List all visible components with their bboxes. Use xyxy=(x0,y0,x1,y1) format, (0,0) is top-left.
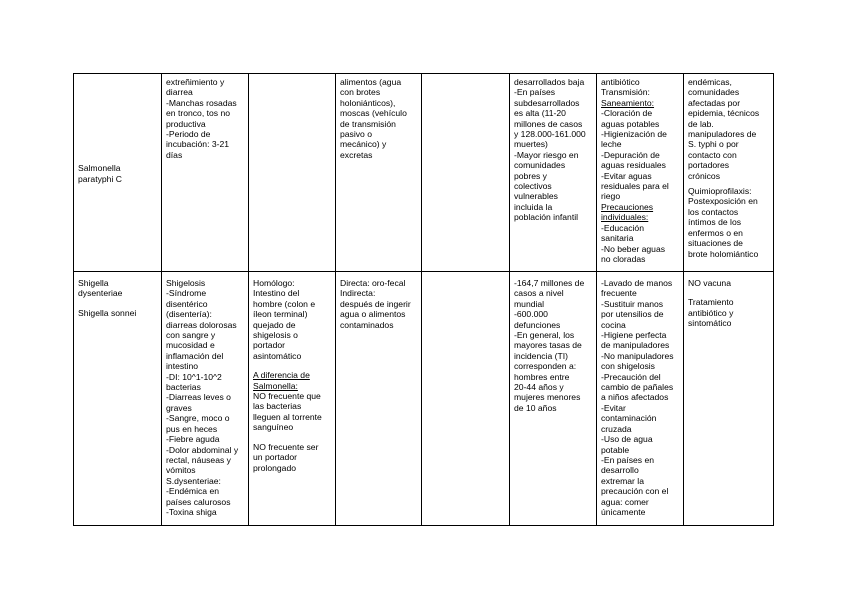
text-line: mundial xyxy=(514,298,545,309)
text-line: epidemia, técnicos xyxy=(688,108,760,119)
text-line: -Síndrome xyxy=(166,288,207,299)
text-line: antibiótico y xyxy=(688,307,734,318)
text-line: diarrea xyxy=(166,87,193,98)
text-line: residuales para el xyxy=(601,181,669,192)
text-line: portadores xyxy=(688,160,730,171)
text-line: -Mayor riesgo en xyxy=(514,149,579,160)
organism-name xyxy=(78,163,158,184)
text-line: -No manipuladores xyxy=(601,350,674,361)
text-line: un portador xyxy=(253,452,297,463)
text-line: prolongado xyxy=(253,462,297,473)
text-line: muertes) xyxy=(514,139,548,150)
text-line: afectadas por xyxy=(688,97,741,108)
text-line: disentérico xyxy=(166,298,208,309)
text-line: pobres y xyxy=(514,170,547,181)
text-line: aguas residuales xyxy=(601,160,666,171)
clinical-text xyxy=(166,77,245,160)
text-line: vulnerables xyxy=(514,191,558,202)
text-line: incluida la xyxy=(514,201,553,212)
text-line: hombre (colon e xyxy=(253,298,316,309)
prevention-text-b xyxy=(601,108,680,202)
text-line: subdesarrollados xyxy=(514,97,580,108)
prevention-cell xyxy=(597,272,684,526)
table-row-salmonella xyxy=(74,74,774,272)
reservoir-cell xyxy=(249,74,336,272)
text-line: hombres entre xyxy=(514,371,570,382)
diferencia-heading xyxy=(253,370,332,391)
text-line: -Manchas rosadas xyxy=(166,97,237,108)
text-line: mujeres menores xyxy=(514,392,581,403)
text-line: S.dysenteriae: xyxy=(166,475,221,486)
transmission-text xyxy=(340,77,418,160)
vaccine-text: NO vacuna xyxy=(688,278,731,288)
text-line: incidencia (TI) xyxy=(514,350,568,361)
text-line: -Cloración de xyxy=(601,108,653,119)
text-line: productiva xyxy=(166,118,206,129)
transmission-text xyxy=(340,278,418,330)
text-line: después de ingerir xyxy=(340,298,411,309)
transmission-cell xyxy=(336,272,422,526)
text-line: -Higienización de xyxy=(601,129,667,140)
text-line: situaciones de xyxy=(688,238,743,249)
text-line: riego xyxy=(601,191,621,202)
text-line: comunidades xyxy=(688,87,740,98)
text-line: -Precaución del xyxy=(601,371,661,382)
text-line: Tratamiento xyxy=(688,297,734,308)
text-line: colectivos xyxy=(514,181,552,192)
text-line: -164,7 millones de xyxy=(514,278,585,288)
reservoir-text-b xyxy=(253,391,332,433)
text-line: NO frecuente que xyxy=(253,391,321,402)
text-line: -Higiene perfecta xyxy=(601,330,667,341)
clinical-cell xyxy=(162,74,249,272)
text-line: lleguen al torrente xyxy=(253,411,322,422)
text-line: pasivo o xyxy=(340,129,373,140)
text-line: Transmisión: xyxy=(601,87,650,98)
text-line: población infantil xyxy=(514,212,579,223)
prevention-text xyxy=(601,278,680,517)
text-line: antibiótico xyxy=(601,77,640,87)
text-line: -Dolor abdominal y xyxy=(166,444,239,455)
text-line: contaminados xyxy=(340,319,394,330)
text-line: crónicos xyxy=(688,170,720,181)
epidemiology-cell xyxy=(510,74,597,272)
text-line: los contactos xyxy=(688,206,739,217)
text-line: sanguíneo xyxy=(253,422,294,433)
text-line: -DI: 10^1-10^2 xyxy=(166,371,222,382)
text-line: -600.000 xyxy=(514,309,548,320)
clinical-cell xyxy=(162,272,249,526)
text-line: días xyxy=(166,149,183,160)
prevention-text-a xyxy=(601,77,680,98)
text-line: -Educación xyxy=(601,222,644,233)
text-line: excretas xyxy=(340,149,373,160)
text-line: bacterias xyxy=(166,382,201,393)
text-line: incubación: 3-21 xyxy=(166,139,230,150)
text-line: -Endémica en xyxy=(166,486,220,497)
text-line: mayores tasas de xyxy=(514,340,582,351)
text-line: contacto con xyxy=(688,149,737,160)
text-line: de manipuladores xyxy=(601,340,670,351)
reservoir-text-c xyxy=(253,442,332,473)
text-line: leche xyxy=(601,139,622,150)
organism-name xyxy=(78,278,158,299)
control-cell xyxy=(684,74,774,272)
text-line: corresponden a: xyxy=(514,361,577,372)
text-line: casos a nivel xyxy=(514,288,564,299)
text-line: -Fiebre aguda xyxy=(166,434,220,445)
text-line: cocina xyxy=(601,319,626,330)
epidemiology-cell xyxy=(510,272,597,526)
text-line: mecánico) y xyxy=(340,139,387,150)
text-line: sintomático xyxy=(688,318,732,329)
text-line: -Sustituir manos xyxy=(601,298,664,309)
text-line: vómitos xyxy=(166,465,196,476)
text-line: agua o alimentos xyxy=(340,309,406,320)
text-line: Homólogo: xyxy=(253,278,295,288)
text-line: asintomático xyxy=(253,350,302,361)
text-line: Shigelosis xyxy=(166,278,206,288)
text-line: Salmonella xyxy=(78,163,121,174)
text-line: -Depuración de xyxy=(601,149,660,160)
text-line: S. typhi o por xyxy=(688,139,739,150)
text-line: sanitaria xyxy=(601,233,634,244)
text-line: enfermos o en xyxy=(688,227,743,238)
document-table xyxy=(73,73,774,526)
text-line: -Evitar aguas xyxy=(601,170,652,181)
text-line: no cloradas xyxy=(601,253,646,264)
text-line: en tronco, tos no xyxy=(166,108,231,119)
text-line: a niños afectados xyxy=(601,392,669,403)
text-line: extreñimiento y xyxy=(166,77,225,87)
text-line: -Sangre, moco o xyxy=(166,413,230,424)
text-line: Salmonella: xyxy=(253,380,298,391)
text-line: endémicas, xyxy=(688,77,732,87)
text-line: Indirecta: xyxy=(340,288,376,299)
text-line: NO frecuente ser xyxy=(253,441,319,452)
precauciones-heading xyxy=(601,202,680,223)
text-line: Directa: oro-fecal xyxy=(340,278,406,288)
text-line: con brotes xyxy=(340,87,381,98)
text-line: desarrollo xyxy=(601,465,639,476)
saneamiento-heading: Saneamiento: xyxy=(601,97,655,108)
empty-cell xyxy=(422,272,510,526)
text-line: moscas (vehículo xyxy=(340,108,407,119)
text-line: intestino xyxy=(166,361,199,372)
text-line: Shigella xyxy=(78,278,109,288)
text-line: -En países en xyxy=(601,454,655,465)
text-line: de lab. xyxy=(688,118,714,129)
text-line: millones de casos xyxy=(514,118,583,129)
text-line: -Lavado de manos xyxy=(601,278,673,288)
treatment-text xyxy=(688,297,770,328)
empty-cell xyxy=(422,74,510,272)
control-text-b xyxy=(688,186,770,259)
text-line: shigelosis o xyxy=(253,330,298,341)
text-line: agua: comer xyxy=(601,496,649,507)
organism-cell xyxy=(74,272,162,526)
organism-cell xyxy=(74,74,162,272)
text-line: de 10 años xyxy=(514,402,557,413)
text-line: pus en heces xyxy=(166,423,218,434)
text-line: manipuladores de xyxy=(688,129,757,140)
text-line: con shigelosis xyxy=(601,361,655,372)
text-line: alimentos (agua xyxy=(340,77,402,87)
organism-name-2: Shigella sonnei xyxy=(78,307,137,318)
prevention-cell xyxy=(597,74,684,272)
text-line: desarrollados baja xyxy=(514,77,585,87)
text-line: defunciones xyxy=(514,319,561,330)
text-line: inflamación del xyxy=(166,350,224,361)
text-line: cruzada xyxy=(601,423,632,434)
text-line: cambio de pañales xyxy=(601,382,674,393)
text-line: mucosidad e xyxy=(166,340,215,351)
text-line: países calurosos xyxy=(166,496,231,507)
text-line: portador xyxy=(253,340,286,351)
text-line: extremar la xyxy=(601,475,644,486)
text-line: A diferencia de xyxy=(253,370,310,381)
text-line: 20-44 años y xyxy=(514,382,564,393)
text-line: brote holomiántico xyxy=(688,248,759,259)
clinical-text xyxy=(166,278,245,517)
text-line: -No beber aguas xyxy=(601,243,666,254)
text-line: diarreas dolorosas xyxy=(166,319,237,330)
text-line: aguas potables xyxy=(601,118,660,129)
text-line: rectal, náuseas y xyxy=(166,454,231,465)
text-line: comunidades xyxy=(514,160,566,171)
text-line: -Periodo de xyxy=(166,129,211,140)
text-line: las bacterias xyxy=(253,401,302,412)
text-line: y 128.000-161.000 xyxy=(514,129,586,140)
text-line: frecuente xyxy=(601,288,637,299)
control-text-a xyxy=(688,77,770,181)
text-line: (disentería): xyxy=(166,309,212,320)
text-line: íntimos de los xyxy=(688,217,742,228)
text-line: -En general, los xyxy=(514,330,575,341)
text-line: dysenteriae xyxy=(78,288,123,299)
transmission-cell xyxy=(336,74,422,272)
reservoir-text-a xyxy=(253,278,332,361)
text-line: íleon terminal) xyxy=(253,309,308,320)
text-line: únicamente xyxy=(601,506,646,517)
text-line: con sangre y xyxy=(166,330,216,341)
text-line: Postexposición en xyxy=(688,196,758,207)
text-line: es alta (11-20 xyxy=(514,108,566,119)
text-line: paratyphi C xyxy=(78,173,122,184)
prevention-text-c xyxy=(601,223,680,265)
text-line: holoniánticos), xyxy=(340,97,396,108)
text-line: Precauciones xyxy=(601,201,654,212)
text-line: Quimioprofilaxis: xyxy=(688,186,752,197)
text-line: graves xyxy=(166,402,192,413)
text-line: -Uso de agua xyxy=(601,434,653,445)
text-line: contaminación xyxy=(601,413,657,424)
table-row-shigella xyxy=(74,272,774,526)
text-line: -En países xyxy=(514,87,556,98)
epidemiology-text xyxy=(514,278,593,413)
reservoir-cell xyxy=(249,272,336,526)
control-cell xyxy=(684,272,774,526)
epidemiology-text xyxy=(514,77,593,223)
text-line: de transmisión xyxy=(340,118,396,129)
text-line: por utensilios de xyxy=(601,309,664,320)
text-line: -Diarreas leves o xyxy=(166,392,231,403)
text-line: individuales: xyxy=(601,212,649,223)
text-line: -Evitar xyxy=(601,402,626,413)
text-line: -Toxina shiga xyxy=(166,506,217,517)
text-line: Intestino del xyxy=(253,288,300,299)
text-line: precaución con el xyxy=(601,486,669,497)
text-line: potable xyxy=(601,444,630,455)
text-line: quejado de xyxy=(253,319,296,330)
